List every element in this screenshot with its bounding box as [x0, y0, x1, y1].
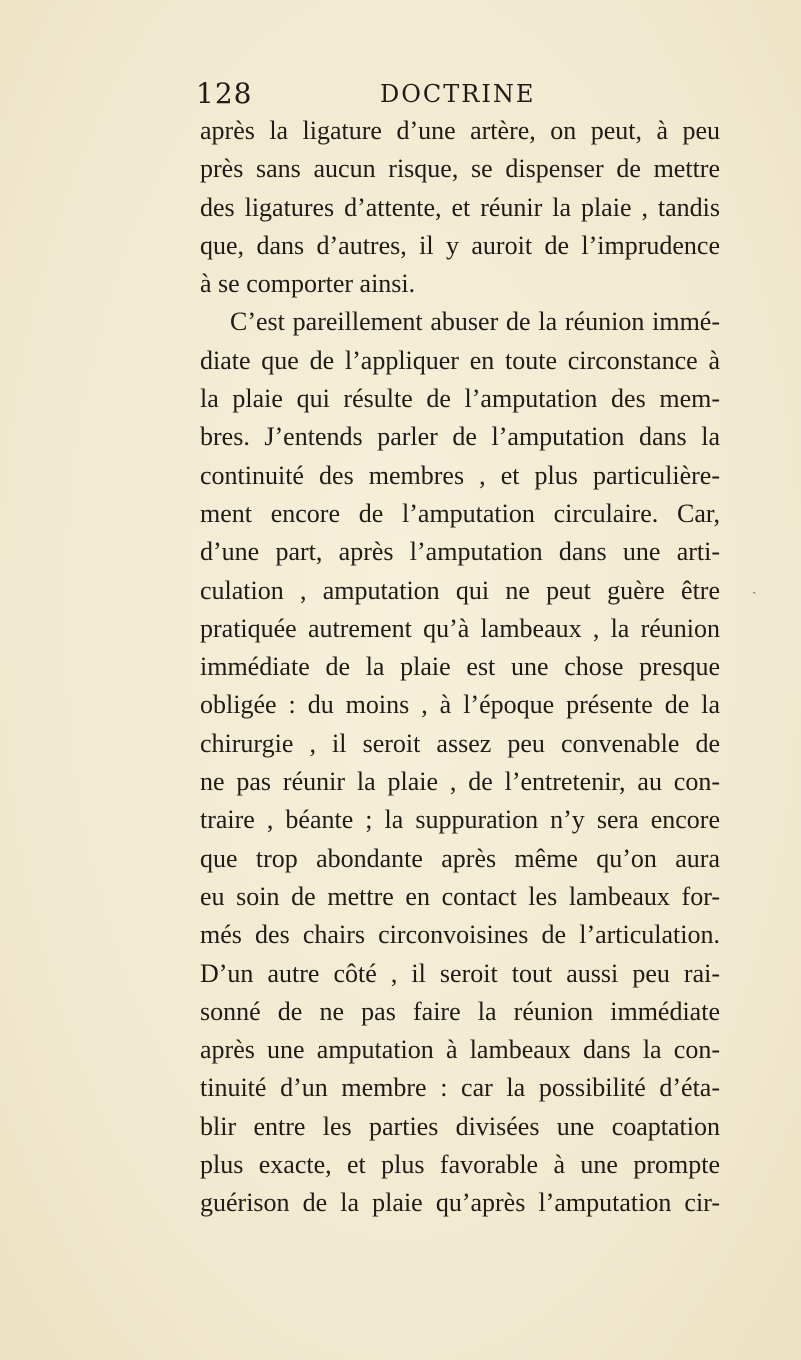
text-line: que, dans d’autres, il y auroit de l’imprudence: [200, 230, 720, 260]
text-line: tinuité d’un membre : car la possibilité d’éta-: [200, 1073, 720, 1103]
text-line: à se comporter ainsi.: [200, 269, 416, 299]
margin-mark: ˏ: [752, 579, 757, 595]
text-line: diate que de l’appliquer en toute circonstance à: [200, 345, 720, 375]
text-line: la plaie qui résulte de l’amputation des mem-: [200, 384, 720, 414]
text-line: bres. J’entends parler de l’amputation dans la: [200, 422, 720, 452]
page-header: [0, 74, 801, 114]
text-line: més des chairs circonvoisines de l’articulation.: [200, 920, 720, 950]
text-line: ne pas réunir la plaie , de l’entretenir, au con-: [200, 767, 720, 797]
text-line: eu soin de mettre en contact les lambeaux for-: [200, 881, 720, 911]
text-line: culation , amputation qui ne peut guère être: [200, 575, 720, 605]
text-line: continuité des membres , et plus particulière-: [200, 460, 720, 490]
text-line: ment encore de l’amputation circulaire. Car,: [200, 498, 720, 528]
text-line: traire , béante ; la suppuration n’y sera encore: [200, 805, 720, 835]
text-line: pratiquée autrement qu’à lambeaux , la réunion: [200, 613, 720, 643]
text-line: après une amputation à lambeaux dans la con-: [200, 1035, 720, 1065]
text-line: que trop abondante après même qu’on aura: [200, 843, 720, 873]
text-line: d’une part, après l’amputation dans une arti-: [200, 537, 720, 567]
page-number: 128: [196, 77, 253, 110]
text-line: des ligatures d’attente, et réunir la plaie , tandis: [200, 192, 720, 222]
text-line: D’un autre côté , il seroit tout aussi peu rai-: [200, 958, 720, 988]
text-line: sonné de ne pas faire la réunion immédiate: [200, 996, 720, 1026]
text-line: C’est pareillement abuser de la réunion immé-: [230, 307, 720, 337]
body-text: [200, 112, 720, 1223]
text-line: après la ligature d’une artère, on peut, à peu: [200, 116, 720, 145]
text-line: chirurgie , il seroit assez peu convenable de: [200, 728, 720, 758]
text-line: près sans aucun risque, se dispenser de mettre: [200, 154, 720, 184]
text-line: plus exacte, et plus favorable à une prompte: [200, 1150, 720, 1180]
text-line: immédiate de la plaie est une chose presque: [200, 652, 720, 682]
text-line: blir entre les parties divisées une coaptation: [200, 1111, 720, 1141]
text-line: obligée : du moins , à l’époque présente de la: [200, 690, 720, 720]
text-line: guérison de la plaie qu’après l’amputation cir-: [200, 1188, 720, 1218]
running-title: DOCTRINE: [380, 80, 536, 108]
